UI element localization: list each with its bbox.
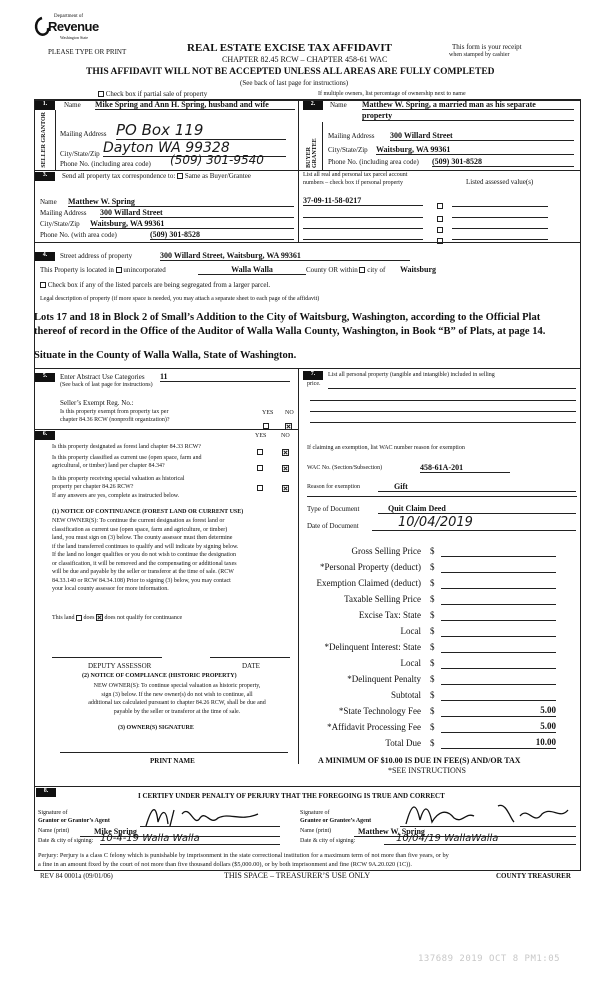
logo-tag: Washington State xyxy=(60,35,89,40)
notice2-title: (2) NOTICE OF COMPLIANCE (HISTORIC PROPERTY) xyxy=(82,673,237,679)
section-1-number: 1. xyxy=(35,101,55,110)
property-county[interactable]: Walla Walla xyxy=(198,265,306,275)
logo-agency-small: Department of xyxy=(54,14,84,19)
tax-currency: $ xyxy=(430,658,435,668)
minimum-note-1: A MINIMUM OF $10.00 IS DUE IN FEE(S) AND/OR TAX xyxy=(318,756,521,765)
minimum-note-2: *SEE INSTRUCTIONS xyxy=(388,766,467,775)
grantee-date-label: Date & city of signing: xyxy=(300,838,356,844)
notice1-line: will be due and payable by the seller or transferor at the time of sale. (RCW xyxy=(52,569,234,575)
segregated-checkbox[interactable] xyxy=(40,282,46,288)
grantor-date-label: Date & city of signing: xyxy=(38,838,94,844)
section-4-number: 4. xyxy=(35,252,55,261)
notice1-body xyxy=(52,517,297,594)
notice1-line: 84.33.140 or RCW 84.34.108) Prior to signing (3) below, you may contact xyxy=(52,577,231,584)
tax-currency: $ xyxy=(430,578,435,588)
s6-q1: Is this property designated as forest land chapter 84.33 RCW? xyxy=(52,444,201,450)
grantee-print-label: Name (print) xyxy=(300,828,332,834)
tax-interest-local-value[interactable] xyxy=(441,657,556,669)
buyer-side-text: BUYER GRANTEE xyxy=(306,138,318,168)
grantor-date-city[interactable]: 10-4-19 Walla Walla xyxy=(100,833,280,845)
seller-side-text: SELLER GRANTOR xyxy=(41,112,47,168)
multiple-owners-note: If multiple owners, list percentage of ownership next to name xyxy=(318,91,466,97)
notice1-line: If the land no longer qualifies or you do not wish to continue the designation xyxy=(52,552,236,558)
tax-gross-value[interactable] xyxy=(441,545,556,557)
land-does-not-checkbox[interactable] xyxy=(96,614,103,621)
rev-number: REV 84 0001a (09/01/06) xyxy=(40,872,113,880)
notice2-line: sign (3) below. If the new owner(s) do not wish to continue, all xyxy=(101,691,253,698)
legal-description-1[interactable]: Lots 17 and 18 in Block 2 of Small’s Addition to the City of Waitsburg, Washington, according to the Official Plat xyxy=(34,312,541,323)
dor-logo xyxy=(32,14,99,40)
personal-property-label-2: price. xyxy=(307,381,321,387)
tax-processing-fee-label: *Affidavit Processing Fee xyxy=(327,722,421,732)
buyer-city[interactable]: Waitsburg, WA 99361 xyxy=(376,145,574,155)
buyer-phone[interactable]: (509) 301-8528 xyxy=(432,157,574,167)
seller-phone[interactable]: (509) 301-9540 xyxy=(170,153,264,167)
correspondence-text: Send all property tax correspondence to: xyxy=(62,172,176,180)
notice1-line: NEW OWNER(S): To continue the current designation as forest land or xyxy=(52,518,225,524)
notice1-line: land, you must sign on (3) below. The county assessor must then determine xyxy=(52,535,233,541)
land-does-checkbox[interactable] xyxy=(76,615,82,621)
tax-currency: $ xyxy=(430,674,435,684)
segregated-label: Check box if any of the listed parcels are being segregated from a larger parcel. xyxy=(47,281,271,289)
tax-tech-fee-value[interactable]: 5.00 xyxy=(441,705,556,717)
corr-city-label: City/State/Zip xyxy=(40,220,80,228)
s6-q3a: Is this property receiving special valuation as historical xyxy=(52,476,185,482)
county-or-within xyxy=(306,266,385,274)
tax-currency: $ xyxy=(430,562,435,572)
s5-yes: YES xyxy=(262,410,274,416)
receipt-note-2: when stamped by cashier xyxy=(449,52,510,58)
land-does-label: does xyxy=(83,614,95,621)
doc-date-label: Date of Document xyxy=(307,522,359,530)
deputy-assessor-label: DEPUTY ASSESSOR xyxy=(88,662,152,670)
same-as-buyer-label: Same as Buyer/Grantee xyxy=(184,172,251,180)
buyer-name-label: Name xyxy=(330,101,347,109)
partial-sale-checkbox[interactable] xyxy=(98,91,104,97)
located-label: This Property is located in xyxy=(40,266,114,274)
print-name-label: PRINT NAME xyxy=(150,757,195,765)
receipt-note-1: This form is your receipt xyxy=(452,43,522,51)
wac-label: WAC No. (Section/Subsection) xyxy=(307,465,383,471)
partial-sale xyxy=(98,90,207,98)
exemption-label: If claiming an exemption, list WAC number reason for exemption xyxy=(307,445,465,451)
section-7-number: 7. xyxy=(303,371,323,380)
buyer-city-label: City/State/Zip xyxy=(328,146,368,154)
seller-mailing[interactable]: PO Box 119 xyxy=(116,121,286,140)
exemption-reason[interactable]: Gift xyxy=(378,482,576,492)
seller-name[interactable]: Mike Spring and Ann H. Spring, husband and wife xyxy=(95,100,295,110)
tax-subtotal-label: Subtotal xyxy=(390,690,421,700)
s6-q2-no-checkbox[interactable] xyxy=(282,465,289,472)
seller-side-label xyxy=(35,112,53,168)
corr-name[interactable]: Matthew W. Spring xyxy=(68,197,294,207)
doc-type[interactable]: Quit Claim Deed xyxy=(378,504,576,514)
corr-phone-label: Phone No. (with area code) xyxy=(40,231,117,239)
tax-penalty-value[interactable] xyxy=(441,673,556,685)
property-city[interactable]: Waitsburg xyxy=(400,265,437,274)
tax-excise-local-label: Local xyxy=(400,626,421,636)
doc-date[interactable]: 10/04/2019 xyxy=(372,515,576,531)
abstract-use-label: Enter Abstract Use Categories xyxy=(60,373,145,381)
tax-currency: $ xyxy=(430,594,435,604)
s5-q1b: chapter 84.36 RCW (nonprofit organization)? xyxy=(60,417,170,423)
s6-q2a: Is this property classified as current use (open space, farm and xyxy=(52,455,202,461)
buyer-phone-label: Phone No. (including area code) xyxy=(328,158,419,166)
tax-total-value[interactable]: 10.00 xyxy=(441,737,556,749)
see-back-note: (See back of last page for instructions) xyxy=(240,79,349,87)
tax-currency: $ xyxy=(430,610,435,620)
tax-interest-state-label: *Delinquent Interest: State xyxy=(324,642,421,652)
grantee-date-city[interactable]: 10/04/19 WallaWalla xyxy=(384,833,576,845)
perjury-text-1 xyxy=(38,852,449,859)
property-street[interactable]: 300 Willard Street, Waitsburg, WA 99361 xyxy=(160,251,410,261)
tax-penalty-label: *Delinquent Penalty xyxy=(347,674,421,684)
s5-no: NO xyxy=(285,410,294,416)
legal-label: Legal description of property (if more space is needed, you may attach a separate sheet to each page of the affidavit) xyxy=(40,296,320,302)
treasurer-stamp: 137689 2019 OCT 8 PM1:05 xyxy=(418,954,561,964)
located-line xyxy=(40,266,166,274)
city-of-label: city of xyxy=(367,266,386,274)
section-6-number: 6. xyxy=(35,431,55,440)
abstract-use-value[interactable]: 11 xyxy=(160,372,290,382)
section-2-number: 2. xyxy=(303,101,323,110)
grantor-sig-label: Signature of xyxy=(38,810,68,816)
seller-city[interactable]: Dayton WA 99328 xyxy=(103,140,286,157)
land-does-not-label: does not qualify for continuance xyxy=(104,614,183,621)
tax-processing-fee-value[interactable]: 5.00 xyxy=(441,721,556,733)
tax-excise-state-label: Excise Tax: State xyxy=(358,610,421,620)
tax-taxable-label: Taxable Selling Price xyxy=(344,594,421,604)
corr-mailing[interactable]: 300 Willard Street xyxy=(100,208,294,218)
partial-sale-label: Check box if partial sale of property xyxy=(105,90,208,98)
parcel-label-1: List all real and personal tax parcel account xyxy=(303,172,408,178)
personal-property-label: List all personal property (tangible and intangible) included in selling xyxy=(328,372,495,378)
corr-name-label: Name xyxy=(40,198,57,206)
s6-q1-yes-checkbox[interactable] xyxy=(257,449,263,455)
buyer-mailing-label: Mailing Address xyxy=(328,132,375,140)
notice2-line: additional tax calculated pursuant to chapter 84.26 RCW, shall be due and xyxy=(88,700,266,706)
s6-q4: If any answers are yes, complete as instructed below. xyxy=(52,493,180,499)
tax-subtotal-value[interactable] xyxy=(441,689,556,701)
notice2-line: NEW OWNER(S): To continue special valuation as historic property, xyxy=(93,683,261,689)
tax-currency: $ xyxy=(430,546,435,556)
notice2-body xyxy=(58,682,296,716)
s6-q3-yes-checkbox[interactable] xyxy=(257,485,263,491)
exempt-reg-label: Seller’s Exempt Reg. No.: xyxy=(60,399,134,407)
legal-description-2[interactable]: thereof of record in the Office of the Auditor of Walla Walla County, Washington, in Book “B” of Plats, at page 14. xyxy=(34,326,546,337)
same-as-buyer-checkbox[interactable] xyxy=(177,173,183,179)
seller-phone-label: Phone No. (including area code) xyxy=(60,160,151,168)
deputy-date-label: DATE xyxy=(242,662,260,670)
logo-agency-big: Revenue xyxy=(48,19,99,34)
tax-excise-local-value[interactable] xyxy=(441,625,556,637)
unincorporated-checkbox[interactable] xyxy=(116,267,122,273)
s6-q1-no-checkbox[interactable] xyxy=(282,449,289,456)
city-of-checkbox[interactable] xyxy=(359,267,365,273)
tax-interest-state-value[interactable] xyxy=(441,641,556,653)
tax-currency: $ xyxy=(430,722,435,732)
situate-line[interactable]: Situate in the County of Walla Walla, State of Washington. xyxy=(34,350,297,361)
unincorporated-label: unincorporated xyxy=(123,266,166,274)
section-8-number: 8. xyxy=(36,788,56,797)
parcel-1-personal-checkbox[interactable] xyxy=(437,203,443,209)
form-chapters: CHAPTER 82.45 RCW – CHAPTER 458-61 WAC xyxy=(222,55,388,64)
buyer-name-line1[interactable]: Matthew W. Spring, a married man as his separate xyxy=(362,100,574,110)
buyer-mailing[interactable]: 300 Willard Street xyxy=(390,131,574,141)
tax-personal-label: *Personal Property (deduct) xyxy=(320,562,421,572)
this-land-label: This land xyxy=(52,614,75,621)
notice1-line: if the land transferred continues to qualify and will indicate by signing below. xyxy=(52,543,239,550)
certify-line: I CERTIFY UNDER PENALTY OF PERJURY THAT THE FOREGOING IS TRUE AND CORRECT xyxy=(138,792,445,800)
doc-type-label: Type of Document xyxy=(307,505,360,513)
tax-excise-state-value[interactable] xyxy=(441,609,556,621)
tax-gross-label: Gross Selling Price xyxy=(351,546,421,556)
tax-interest-local-label: Local xyxy=(400,658,421,668)
grantor-print-name[interactable]: Mike Spring xyxy=(80,827,280,837)
grantee-sig-label: Signature of xyxy=(300,810,330,816)
tax-currency: $ xyxy=(430,642,435,652)
corr-phone[interactable]: (509) 301-8528 xyxy=(150,230,294,240)
abstract-use-note: (See back of last page for instructions) xyxy=(60,382,153,388)
tax-currency: $ xyxy=(430,706,435,716)
wac-number[interactable]: 458-61A-201 xyxy=(420,463,510,473)
notice1-line: or classification, it will be removed and the compensating or additional taxes xyxy=(52,560,237,567)
corr-city[interactable]: Waitsburg, WA 99361 xyxy=(90,219,294,229)
perjury-text-2: a fine in an amount fixed by the court of not more than five thousand dollars ($5,000.00), or by both imprisonment and fine (RCW 9A.20.020 (1C)). xyxy=(38,861,412,868)
s6-q3-no-checkbox[interactable] xyxy=(282,485,289,492)
grantee-print-name[interactable]: Matthew W. Spring xyxy=(354,827,576,837)
s5-q1: Is this property exempt from property tax per xyxy=(60,409,169,415)
tax-currency: $ xyxy=(430,690,435,700)
section-5-number: 5. xyxy=(35,373,55,382)
form-warning: THIS AFFIDAVIT WILL NOT BE ACCEPTED UNLESS ALL AREAS ARE FULLY COMPLETED xyxy=(86,67,495,77)
county-treasurer: COUNTY TREASURER xyxy=(496,872,571,880)
street-label: Street address of property xyxy=(60,252,133,260)
segregated-line xyxy=(40,281,270,289)
parcel-label-2: numbers – check box if personal property xyxy=(303,180,403,186)
grantor-print-label: Name (print) xyxy=(38,828,70,834)
tax-total-label: Total Due xyxy=(385,738,421,748)
s6-q2b: agricultural, or timber) land per chapter 84.34? xyxy=(52,463,165,469)
buyer-side-label xyxy=(303,122,321,168)
s6-no: NO xyxy=(281,433,290,439)
corr-mailing-label: Mailing Address xyxy=(40,209,87,217)
section-3-number: 3. xyxy=(35,172,55,181)
seller-mailing-label: Mailing Address xyxy=(60,130,107,138)
seller-city-label: City/State/Zip xyxy=(60,150,100,158)
notice1-line: classification as current use (open space, farm and agriculture, or timber) xyxy=(52,526,228,533)
perjury-line-1: Perjury: Perjury is a class C felony which is punishable by imprisonment in the state correctional institution for a maximum term of not more than five years, or by xyxy=(38,852,449,859)
tax-exemption-label: Exemption Claimed (deduct) xyxy=(316,578,421,588)
print-instruction: PLEASE TYPE OR PRINT xyxy=(48,48,127,56)
s6-q2-yes-checkbox[interactable] xyxy=(257,465,263,471)
grantor-agent-label: Grantor or Grantor’s Agent xyxy=(38,818,110,824)
reason-label: Reason for exemption xyxy=(307,484,360,490)
parcel-1[interactable]: 37-09-11-58-0217 xyxy=(303,196,423,206)
s6-q3b: property per chapter 84.26 RCW? xyxy=(52,484,134,490)
tax-personal-value[interactable] xyxy=(441,561,556,573)
treasurer-space: THIS SPACE – TREASURER’S USE ONLY xyxy=(224,871,371,880)
s6-yes: YES xyxy=(255,433,267,439)
buyer-name-line2[interactable]: property xyxy=(362,111,574,121)
notice1-title: (1) NOTICE OF CONTINUANCE (FOREST LAND OR CURRENT USE) xyxy=(52,509,244,515)
form-title: REAL ESTATE EXCISE TAX AFFIDAVIT xyxy=(187,42,392,54)
notice1-line: your local county assessor for more information. xyxy=(52,586,169,592)
county-or-label: County OR within xyxy=(306,266,358,274)
correspondence-label xyxy=(62,172,251,180)
tax-tech-fee-label: *State Technology Fee xyxy=(338,706,421,716)
seller-name-label: Name xyxy=(64,101,81,109)
notice2-line: payable by the seller or transferor at the time of sale. xyxy=(113,708,241,715)
tax-exemption-value[interactable] xyxy=(441,577,556,589)
tax-currency: $ xyxy=(430,626,435,636)
tax-currency: $ xyxy=(430,738,435,748)
tax-taxable-value[interactable] xyxy=(441,593,556,605)
this-land-line xyxy=(52,614,182,621)
owner-signature-label: (3) OWNER(S) SIGNATURE xyxy=(118,725,194,731)
grantee-agent-label: Grantee or Grantee’s Agent xyxy=(300,818,372,824)
assessed-label: Listed assessed value(s) xyxy=(466,178,534,186)
